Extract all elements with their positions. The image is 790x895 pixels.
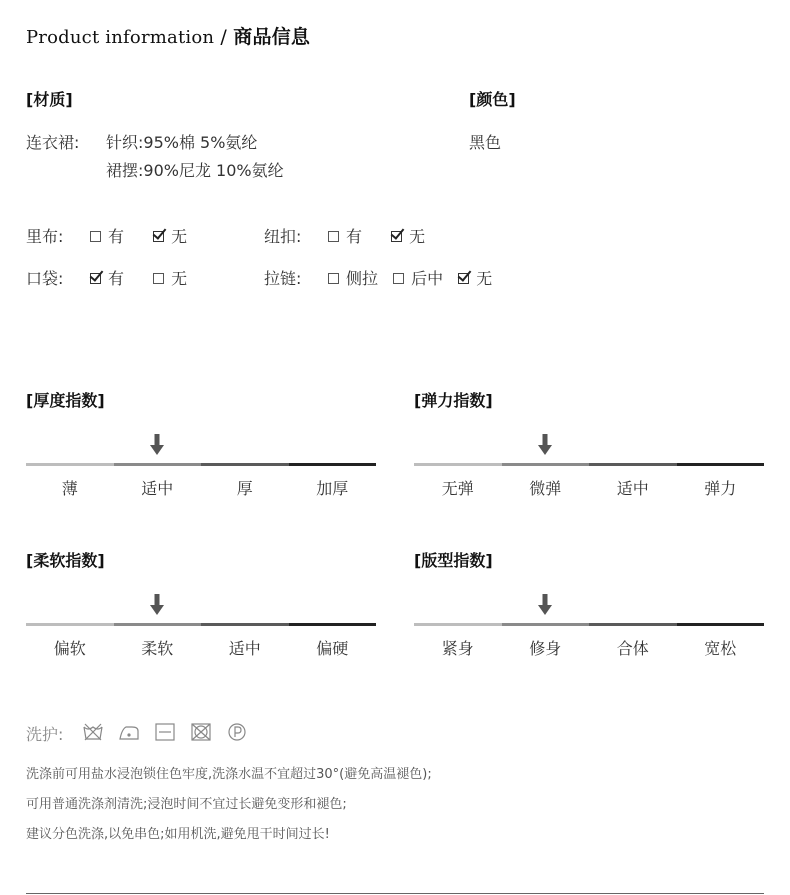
checked-checkbox-icon xyxy=(458,273,469,284)
scale-label: 加厚 xyxy=(316,479,349,498)
down-arrow-icon xyxy=(150,594,164,616)
material-line-2: 裙摆:90%尼龙 10%氨纶 xyxy=(106,161,284,180)
button-option-yes xyxy=(328,224,362,247)
checked-checkbox-icon xyxy=(391,231,402,242)
scale-segment xyxy=(289,623,377,626)
title-en: Product information xyxy=(26,27,215,48)
care-note-1: 洗涤前可用盐水浸泡锁住色牢度,洗涤水温不宜超过30°(避免高温褪色); xyxy=(26,767,432,782)
option-label: 无 xyxy=(476,269,493,288)
checkbox-icon xyxy=(153,273,164,284)
scale-segment xyxy=(677,623,765,626)
scale-segment xyxy=(289,463,377,466)
button-options xyxy=(328,224,433,247)
scale-segment xyxy=(114,623,202,626)
scale-segment xyxy=(414,463,502,466)
scale-labels xyxy=(26,476,376,499)
thickness-scale xyxy=(26,434,376,504)
scale-label: 偏软 xyxy=(53,639,86,658)
fit-scale xyxy=(414,594,764,664)
option-label: 无 xyxy=(409,227,426,246)
button-label: 纽扣: xyxy=(264,227,302,246)
down-arrow-icon xyxy=(538,434,552,456)
down-arrow-icon xyxy=(538,594,552,616)
scale-bar xyxy=(414,623,764,626)
scale-bar xyxy=(414,463,764,466)
scale-bar xyxy=(26,623,376,626)
scale-bar xyxy=(26,463,376,466)
scale-segment xyxy=(502,623,590,626)
thickness-heading: [厚度指数] xyxy=(26,391,105,410)
elasticity-scale xyxy=(414,434,764,504)
scale-segment xyxy=(589,623,677,626)
scale-label: 适中 xyxy=(616,479,649,498)
scale-segment xyxy=(414,623,502,626)
scale-segment xyxy=(114,463,202,466)
checked-checkbox-icon xyxy=(153,231,164,242)
page-title xyxy=(26,22,310,49)
pocket-option-no xyxy=(153,266,187,289)
scale-label: 适中 xyxy=(228,639,261,658)
dress-label: 连衣裙: xyxy=(26,133,80,152)
option-label: 无 xyxy=(171,227,188,246)
title-cn: 商品信息 xyxy=(233,26,311,48)
care-note-3: 建议分色洗涤,以免串色;如用机洗,避免甩干时间过长! xyxy=(26,827,330,842)
softness-heading: [柔软指数] xyxy=(26,551,105,570)
scale-label: 柔软 xyxy=(141,639,174,658)
pocket-label: 口袋: xyxy=(26,269,64,288)
zipper-label: 拉链: xyxy=(264,269,302,288)
care-icons xyxy=(82,722,248,742)
button-option-no xyxy=(391,224,425,247)
option-label: 有 xyxy=(108,227,125,246)
scale-label: 宽松 xyxy=(704,639,737,658)
tumble-dry-flat-icon xyxy=(154,722,176,742)
checkbox-icon xyxy=(328,273,339,284)
bottom-divider xyxy=(26,893,764,894)
option-label: 无 xyxy=(171,269,188,288)
scale-segment xyxy=(26,623,114,626)
softness-scale xyxy=(26,594,376,664)
scale-segment xyxy=(201,623,289,626)
title-separator: / xyxy=(214,26,234,48)
scale-segment xyxy=(502,463,590,466)
zipper-option-none xyxy=(458,266,492,289)
checkbox-icon xyxy=(393,273,404,284)
scale-labels xyxy=(414,636,764,659)
material-line-1: 针织:95%棉 5%氨纶 xyxy=(106,133,258,152)
scale-label: 厚 xyxy=(236,479,253,498)
option-label: 有 xyxy=(346,227,363,246)
scale-label: 偏硬 xyxy=(316,639,349,658)
scale-label: 弹力 xyxy=(704,479,737,498)
fit-heading: [版型指数] xyxy=(414,551,493,570)
color-value: 黑色 xyxy=(469,133,502,152)
lining-option-yes xyxy=(90,224,124,247)
scale-label: 适中 xyxy=(141,479,174,498)
scale-segment xyxy=(589,463,677,466)
zipper-option-back xyxy=(393,266,443,289)
pocket-option-yes xyxy=(90,266,124,289)
scale-label: 薄 xyxy=(61,479,78,498)
option-label: 侧拉 xyxy=(346,269,379,288)
color-heading: [颜色] xyxy=(469,90,516,109)
scale-labels xyxy=(414,476,764,499)
scale-label: 微弹 xyxy=(529,479,562,498)
lining-label: 里布: xyxy=(26,227,64,246)
scale-label: 合体 xyxy=(616,639,649,658)
zipper-options xyxy=(328,266,500,289)
lining-option-no xyxy=(153,224,187,247)
iron-low-icon xyxy=(118,722,140,742)
scale-labels xyxy=(26,636,376,659)
care-label: 洗护: xyxy=(26,725,64,744)
lining-options xyxy=(90,224,195,247)
pocket-options xyxy=(90,266,195,289)
zipper-option-side xyxy=(328,266,378,289)
scale-label: 修身 xyxy=(529,639,562,658)
scale-segment xyxy=(26,463,114,466)
down-arrow-icon xyxy=(150,434,164,456)
checked-checkbox-icon xyxy=(90,273,101,284)
professional-clean-icon xyxy=(226,722,248,742)
care-note-2: 可用普通洗涤剂清洗;浸泡时间不宜过长避免变形和褪色; xyxy=(26,797,347,812)
checkbox-icon xyxy=(90,231,101,242)
do-not-tumble-dry-icon xyxy=(190,722,212,742)
scale-label: 无弹 xyxy=(441,479,474,498)
elasticity-heading: [弹力指数] xyxy=(414,391,493,410)
do-not-wash-icon xyxy=(82,722,104,742)
scale-label: 紧身 xyxy=(441,639,474,658)
option-label: 有 xyxy=(108,269,125,288)
scale-segment xyxy=(201,463,289,466)
scale-segment xyxy=(677,463,765,466)
checkbox-icon xyxy=(328,231,339,242)
material-heading: [材质] xyxy=(26,90,73,109)
option-label: 后中 xyxy=(411,269,444,288)
